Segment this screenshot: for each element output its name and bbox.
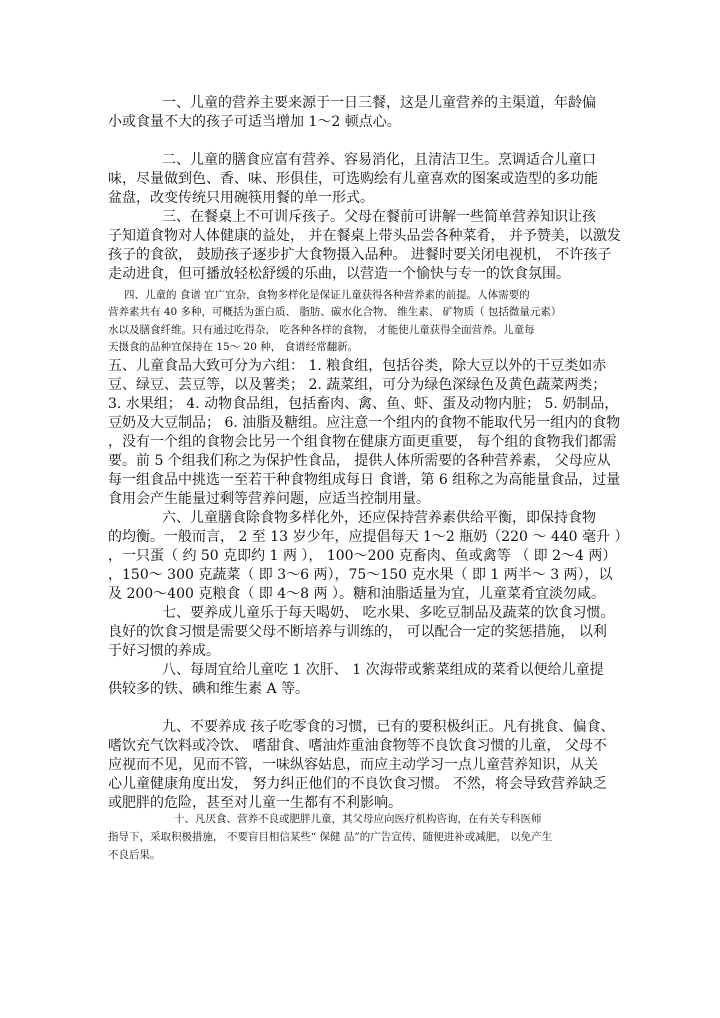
paragraph-8-line-1: 八、每周宜给儿童吃 1 次肝、 1 次海带或紫菜组成的菜肴以便给儿童提 — [162, 662, 604, 678]
paragraph-9-line-3: 应视而不见，见而不管，一味纵容姑息，而应主动学习一点儿童营养知识，从关 — [108, 757, 598, 773]
paragraph-5-line-5: ，没有一个组的食物会比另一个组食物在健康方面更重要， 每个组的食物我们都需 — [108, 434, 617, 450]
paragraph-1-line-1: 一、儿童的营养主要来源于一日三餐，这是儿童营养的主渠道，年龄偏 — [162, 95, 596, 111]
paragraph-2-line-2: 味，尽量做到色、香、味、形俱佳，可选购绘有儿童喜欢的图案或造型的多功能 — [108, 171, 598, 187]
paragraph-9-line-2: 嗜饮充气饮料或冷饮、 嗜甜食、嗜油炸重油食物等不良饮食习惯的儿童， 父母不 — [108, 738, 607, 754]
paragraph-4-line-4: 天摄食的品种宜保持在 15～ 20 种， 食谱经常翻新。 — [108, 341, 359, 353]
paragraph-4-line-3: 水以及膳食纤维。只有通过吃得杂， 吃各种各样的食物， 才能使儿童获得全面营养。儿童每 — [108, 324, 535, 336]
paragraph-9-line-1: 九、不要养成 孩子吃零食的习惯，已有的要积极纠正。凡有挑食、偏食、 — [162, 719, 615, 735]
paragraph-1-line-2: 小或食量不大的孩子可适当增加 1～2 顿点心。 — [108, 114, 401, 130]
paragraph-9-line-5: 或肥胖的危险，甚至对儿童一生都有不利影响。 — [108, 795, 402, 811]
paragraph-5-line-4: 豆奶及大豆制品； 6. 油脂及糖组。应注意一个组内的食物不能取代另一组内的食物 — [108, 415, 621, 431]
paragraph-10-line-2: 指导下，采取积极措施， 不要盲目相信某些“ 保健 品”的广告宣传，随便进补或减肥， 以免产生 — [108, 831, 553, 843]
paragraph-7-line-1: 七、要养成儿童乐于每天喝奶、 吃水果、多吃豆制品及蔬菜的饮食习惯。 — [162, 605, 615, 621]
paragraph-10-line-3: 不良后果。 — [108, 849, 161, 861]
paragraph-6-line-3: ，一只蛋（ 约 50 克即约 1 两 ）， 100～200 克畜肉、鱼或禽等 （ 即 2～4 两） — [108, 548, 617, 564]
paragraph-7-line-2: 良好的饮食习惯是需要父母不断培养与训练的， 可以配合一定的奖惩措施， 以利 — [108, 624, 607, 640]
paragraph-5-line-7: 每一组食品中挑选一至若干种食物组成每日 食谱，第 6 组称之为高能量食品，过量 — [108, 472, 621, 488]
paragraph-10-line-1: 十、凡厌食、营养不良或肥胖儿童，其父母应向医疗机构咨询，在有关专科医师 — [174, 813, 542, 825]
paragraph-7-line-3: 于好习惯的养成。 — [108, 643, 220, 659]
paragraph-5-line-1: 五、儿童食品大致可分为六组： 1. 粮食组，包括谷类，除大豆以外的干豆类如赤 — [108, 358, 607, 374]
paragraph-3-line-4: 走动进食，但可播放轻松舒缓的乐曲，以营造一个愉快与专一的饮食氛围。 — [108, 266, 570, 282]
paragraph-3-line-1: 三、在餐桌上不可训斥孩子。父母在餐前可讲解一些简单营养知识让孩 — [162, 209, 596, 225]
paragraph-4-line-2: 营养素共有 40 多种，可概括为蛋白质、 脂肪、碳水化合物、 维生素、 矿物质（ 包括微量元素） — [108, 306, 562, 318]
paragraph-3-line-2: 子知道食物对人体健康的益处， 并在餐桌上带头品尝各种菜肴， 并予赞美，以激发 — [108, 228, 621, 244]
paragraph-9-line-4: 心儿童健康角度出发， 努力纠正他们的不良饮食习惯。 不然，将会导致营养缺乏 — [108, 776, 607, 792]
paragraph-3-line-3: 孩子的食欲， 鼓励孩子逐步扩大食物摄入品种。 进餐时要关闭电视机， 不许孩子 — [108, 247, 612, 263]
paragraph-5-line-3: 3. 水果组； 4. 动物食品组，包括畜肉、禽、鱼、虾、蛋及动物内脏； 5. 奶制品， — [108, 396, 619, 412]
paragraph-8-line-2: 供较多的铁、碘和维生素 A 等。 — [108, 681, 310, 697]
paragraph-5-line-6: 要。前 5 个组我们称之为保护性食品， 提供人体所需要的各种营养素， 父母应从 — [108, 453, 611, 469]
paragraph-2-line-1: 二、儿童的膳食应富有营养、容易消化，且清洁卫生。烹调适合儿童口 — [162, 152, 596, 168]
paragraph-6-line-1: 六、儿童膳食除食物多样化外，还应保持营养素供给平衡，即保持食物 — [162, 510, 596, 526]
paragraph-6-line-5: 及 200～400 克粮食（ 即 4～8 两 ）。糖和油脂适量为宜，儿童菜肴宜淡勿咸。 — [108, 586, 605, 602]
paragraph-2-line-3: 盆盘，改变传统只用碗筷用餐的单一形式。 — [108, 190, 374, 206]
paragraph-5-line-2: 豆、绿豆、芸豆等，以及薯类； 2. 蔬菜组，可分为绿色深绿色及黄色蔬菜两类； — [108, 377, 607, 393]
paragraph-6-line-4: ，150～ 300 克蔬菜（ 即 3～6 两），75～150 克水果（ 即 1 两半～ 3 两），以 — [108, 567, 613, 583]
paragraph-4-line-1: 四、儿童的 食谱 宜广宜杂，食物多样化是保证儿童获得各种营养素的前提。人体需要的 — [124, 289, 530, 301]
paragraph-6-line-2: 的均衡。一般而言， 2 至 13 岁少年，应提倡每天 1～2 瓶奶（220 ～ 440 毫升 ） — [108, 529, 629, 545]
paragraph-5-line-8: 食用会产生能量过剩等营养问题，应适当控制用量。 — [108, 491, 430, 507]
